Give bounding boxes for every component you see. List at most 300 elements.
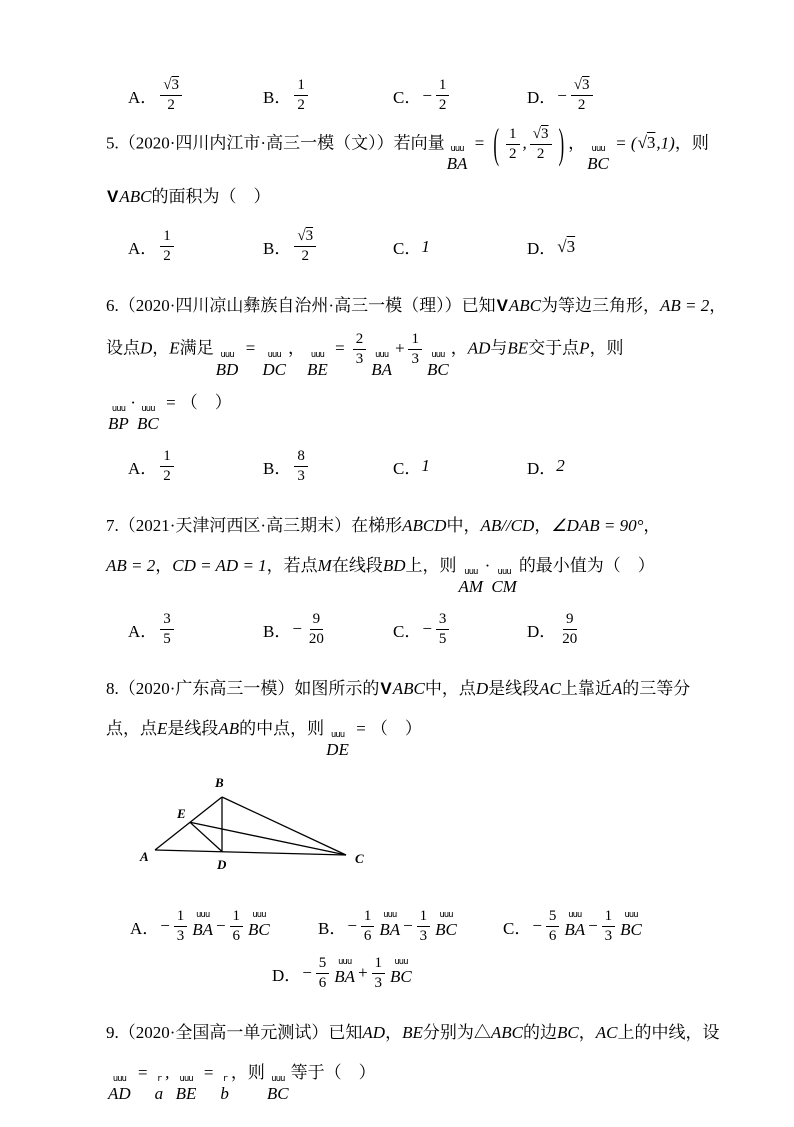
fraction-denominator: 2 [301, 248, 309, 265]
vector-base: BA [334, 967, 356, 987]
question-4-options-row [106, 76, 706, 115]
fraction-denominator: 20 [308, 630, 324, 647]
math-t: ， [578, 1022, 596, 1042]
radical-sign: √ [532, 126, 541, 142]
question-8-line-1 [106, 673, 706, 705]
math-t: A． [128, 239, 158, 259]
math-i: − [159, 916, 171, 936]
fraction-denominator: 5 [438, 630, 447, 647]
segment-BC [222, 797, 346, 855]
question-5-options-row [106, 227, 706, 266]
math-i: D [475, 678, 489, 698]
vector-arrow-icon: uuu [220, 349, 234, 360]
math-vec [306, 349, 328, 379]
math-i: ABC [490, 1022, 523, 1042]
math-t: 是线段 [488, 678, 540, 698]
math-t: C． [393, 458, 422, 478]
option-a [128, 610, 263, 649]
vector-base: AM [458, 576, 484, 596]
math-t: D． [527, 88, 557, 107]
math-t: 的边 [522, 1022, 557, 1042]
math-t: （ ） [370, 718, 422, 738]
math-i: − [215, 916, 227, 936]
math-t: 9.（2020·全国高一单元测试）已知 [106, 1022, 363, 1042]
question-6-line-1 [106, 290, 727, 322]
vector-base: BC [587, 154, 609, 174]
math-t: D． [527, 239, 557, 259]
math-vec [379, 910, 401, 940]
math-frac [372, 954, 386, 993]
math-i: − [301, 963, 313, 983]
math-i: 2 [556, 456, 565, 476]
radical-sign: √ [557, 236, 567, 256]
math-t: 6.（2020·四川凉山彝族自治州·高三一模（理））已知 [106, 296, 496, 316]
vector-base: b [220, 1083, 229, 1103]
vector-base: BD [215, 359, 239, 379]
fraction-denominator: 3 [355, 351, 364, 368]
math-i: BC [556, 1022, 579, 1042]
math-t: 中， [446, 515, 481, 535]
math-vec [371, 349, 392, 379]
math-i: = [329, 338, 350, 358]
fraction-denominator: 6 [548, 927, 557, 944]
fraction-denominator: 2 [438, 97, 447, 113]
vector-arrow-icon: uuu [196, 910, 210, 921]
question-8-line-2 [106, 713, 706, 759]
math-t: D． [527, 621, 557, 641]
math-i: − [346, 916, 358, 936]
math-i: AD [362, 1022, 386, 1042]
radicand: 3 [305, 228, 314, 245]
question-7-options-row [106, 610, 706, 649]
question-5-line-1 [106, 119, 709, 174]
fraction-denominator: 2 [536, 146, 545, 162]
math-vec [108, 1073, 131, 1103]
math-t: ， [287, 338, 305, 358]
math-frac [174, 907, 188, 946]
question-8-options-row-2 [272, 954, 706, 993]
math-vec [175, 1073, 197, 1103]
vector-base: BC [248, 920, 270, 940]
math-t: ，若点 [266, 555, 318, 575]
math-t: 上的中线，设 [617, 1022, 720, 1042]
fraction-numerator: 1 [160, 227, 174, 247]
vertex-label-e: E [177, 805, 186, 821]
math-vec [435, 910, 457, 940]
option-a [130, 907, 318, 946]
segment-EC [190, 822, 346, 855]
math-i: ABC [508, 296, 542, 316]
math-sqrt [638, 133, 656, 152]
radical-sign: √ [637, 133, 647, 153]
vector-arrow-icon: r [156, 1073, 162, 1084]
vector-base: BE [306, 359, 328, 379]
math-i: CD = AD = 1 [172, 555, 267, 575]
math-i: AC [539, 678, 561, 698]
math-t: 设点 [106, 338, 140, 358]
math-frac [436, 76, 450, 115]
option-d [527, 76, 706, 115]
math-i: A [611, 678, 623, 698]
question-6-line-2 [106, 330, 706, 378]
math-vec [154, 1073, 164, 1103]
math-t: C． [393, 239, 422, 259]
math-vec [326, 729, 349, 759]
math-i: = [198, 1062, 219, 1082]
fraction-denominator: 6 [363, 927, 372, 944]
segment-AC [155, 850, 346, 855]
fraction-numerator: 1 [436, 76, 450, 96]
fraction-numerator: 1 [230, 907, 244, 927]
question-8 [106, 673, 706, 993]
math-i: ( [630, 133, 637, 153]
fraction-denominator: 6 [318, 974, 327, 991]
math-i: + [394, 338, 406, 358]
fraction-denominator: 3 [411, 351, 419, 368]
vector-base: CM [491, 576, 517, 596]
fraction-numerator: 1 [160, 447, 174, 467]
question-7-line-2 [106, 550, 706, 596]
option-b [263, 227, 393, 266]
triangle-figure [130, 771, 706, 891]
math-vec [446, 144, 468, 174]
question-6-line-3 [106, 387, 706, 433]
vector-arrow-icon: uuu [310, 349, 324, 360]
math-t: B． [263, 239, 292, 259]
math-t: ，则 [589, 338, 624, 358]
math-i: ABCD [402, 515, 447, 535]
math-frac [160, 447, 174, 486]
math-t: B． [263, 88, 292, 107]
math-t: 交于点 [528, 338, 580, 358]
math-vec [491, 566, 517, 596]
math-i: AB = 2 [106, 555, 156, 575]
vector-base: BC [137, 413, 159, 433]
math-frac [294, 447, 308, 486]
math-vec [458, 566, 484, 596]
math-frac [160, 610, 174, 649]
math-vec [220, 1073, 229, 1103]
fraction-denominator: 5 [163, 630, 171, 647]
vector-arrow-icon: uuu [111, 403, 126, 414]
math-frac [408, 330, 422, 369]
vector-arrow-icon: uuu [374, 349, 389, 360]
math-vec [266, 1073, 289, 1103]
math-t: （ ） [180, 392, 232, 412]
math-t: A． [128, 621, 158, 641]
question-5 [106, 119, 709, 266]
math-frac [417, 907, 431, 946]
radicand: 3 [566, 236, 576, 256]
fraction-denominator: 2 [297, 97, 305, 113]
vector-arrow-icon: uuu [141, 403, 155, 414]
option-d [272, 954, 414, 993]
option-a [128, 227, 263, 266]
fraction-numerator [294, 227, 316, 247]
vector-arrow-icon: uuu [179, 1073, 193, 1084]
math-i: · [485, 555, 490, 575]
math-vec [587, 144, 609, 174]
math-t: 点，点 [106, 718, 157, 738]
math-frac [316, 954, 330, 993]
math-t: ， [450, 338, 468, 358]
vector-arrow-icon: uuu [394, 957, 408, 968]
math-i: = [350, 718, 371, 738]
math-i: AD [467, 338, 491, 358]
vector-arrow-icon: uuu [338, 957, 352, 968]
math-t: ， [534, 515, 552, 535]
math-t: B． [263, 621, 292, 641]
math-i: M [317, 555, 332, 575]
math-frac [294, 76, 308, 115]
math-i: E [157, 718, 168, 738]
radicand: 3 [541, 126, 549, 142]
math-bigp: ( [493, 119, 500, 167]
option-b [318, 907, 503, 946]
math-t: 的中点，则 [239, 718, 325, 738]
math-frac [436, 610, 450, 649]
document-content [106, 62, 727, 1127]
math-t: 的面积为（ ） [151, 187, 271, 207]
vector-base: BA [371, 359, 392, 379]
math-i: + [357, 963, 369, 983]
math-t: 为等边三角形， [541, 296, 661, 316]
math-i: , [165, 1062, 174, 1082]
math-i: AC [595, 1022, 618, 1042]
math-t: ， [155, 555, 173, 575]
math-i: − [587, 916, 599, 936]
math-vec [192, 910, 214, 940]
math-frac [506, 125, 520, 164]
math-t: 与 [490, 338, 508, 358]
triangle-diagram [130, 771, 390, 886]
math-frac [530, 125, 552, 164]
vertex-label-d: D [217, 856, 227, 872]
radical-sign: √ [573, 77, 582, 93]
vector-arrow-icon: uuu [383, 910, 397, 921]
vector-base: DC [262, 359, 286, 379]
math-t: C． [393, 621, 422, 641]
question-7 [106, 510, 706, 649]
vector-arrow-icon: uuu [112, 1073, 126, 1084]
math-vec [108, 403, 129, 433]
option-c [393, 76, 527, 115]
math-t: ， [385, 1022, 403, 1042]
math-b: V [107, 187, 119, 207]
fraction-numerator: 1 [506, 125, 520, 145]
fraction-denominator: 3 [604, 927, 613, 944]
math-frac [559, 610, 580, 649]
fraction-numerator: 1 [372, 954, 386, 974]
math-vec [426, 349, 449, 379]
math-i: BE [402, 1022, 423, 1042]
math-vec [334, 957, 356, 987]
math-t: 8.（2020·广东高三一模）如图所示的 [106, 678, 380, 698]
option-d [527, 234, 706, 259]
math-i: BE [507, 338, 529, 358]
math-i: ABC [119, 187, 152, 207]
math-frac [160, 227, 174, 266]
vector-base: DE [326, 739, 349, 759]
math-i: AB//CD [480, 515, 535, 535]
fraction-denominator: 2 [577, 97, 586, 113]
math-i: 1 [421, 456, 430, 476]
math-frac [294, 227, 316, 266]
question-6-options-row [106, 447, 706, 486]
fraction-numerator [160, 76, 182, 96]
math-i: − [402, 916, 414, 936]
math-t: 是线段 [167, 718, 219, 738]
radical-sign: √ [163, 77, 172, 93]
fraction-numerator: 3 [160, 610, 174, 630]
vector-base: BC [266, 1083, 289, 1103]
fraction-denominator: 2 [163, 467, 171, 484]
math-i: = [469, 133, 490, 153]
vector-arrow-icon: uuu [252, 910, 266, 921]
fraction-numerator: 9 [563, 610, 577, 630]
fraction-denominator: 3 [297, 467, 305, 484]
question-9 [106, 1017, 720, 1103]
vector-arrow-icon: uuu [624, 910, 638, 921]
option-c [503, 907, 706, 946]
math-t: 满足 [179, 338, 214, 358]
question-9-line-2 [106, 1057, 706, 1103]
vector-arrow-icon: uuu [450, 144, 464, 155]
fraction-numerator: 1 [174, 907, 188, 927]
vector-arrow-icon: uuu [591, 144, 605, 155]
vector-arrow-icon: uuu [464, 566, 478, 577]
fraction-numerator: 1 [408, 330, 422, 350]
radicand: 3 [582, 77, 590, 93]
math-t: A． [128, 458, 158, 478]
fraction-numerator [530, 125, 552, 145]
vertex-label-b: B [215, 774, 224, 790]
math-t: C． [393, 88, 422, 107]
vector-arrow-icon: uuu [431, 349, 445, 360]
vector-base: BC [390, 967, 412, 987]
fraction-numerator: 5 [546, 907, 560, 927]
math-i: AB = 2 [660, 296, 710, 316]
math-i: AB [218, 718, 240, 738]
math-i: ABC [392, 678, 425, 698]
math-i: = [610, 133, 631, 153]
vector-arrow-icon: uuu [330, 729, 345, 740]
option-c [393, 454, 527, 479]
math-t: 上，则 [405, 555, 457, 575]
math-i: = [240, 338, 261, 358]
math-vec [564, 910, 586, 940]
fraction-denominator: 2 [167, 97, 175, 113]
vector-base: BC [426, 359, 449, 379]
question-5-line-2 [106, 181, 706, 213]
vector-arrow-icon: uuu [267, 349, 281, 360]
fraction-denominator: 3 [176, 927, 185, 944]
math-vec [262, 349, 286, 379]
math-frac [571, 76, 593, 115]
vector-arrow-icon: uuu [568, 910, 582, 921]
question-6 [106, 290, 727, 485]
math-frac [602, 907, 616, 946]
fraction-denominator: 20 [562, 630, 578, 647]
vector-base: AD [108, 1083, 131, 1103]
math-i: ∠DAB = 90° [551, 515, 644, 535]
math-t: 7.（2021·天津河西区·高三期末）在梯形 [106, 515, 403, 535]
math-b: V [380, 678, 392, 698]
fraction-numerator: 1 [417, 907, 431, 927]
fraction-numerator: 5 [316, 954, 330, 974]
math-t: ， [568, 133, 586, 153]
math-t: 分别为 [422, 1022, 474, 1042]
radicand: 3 [171, 77, 180, 93]
math-i: − [291, 619, 303, 639]
math-t: C． [503, 918, 532, 938]
math-i: = [132, 1062, 153, 1082]
fraction-numerator: 3 [436, 610, 450, 630]
vertex-label-a: A [140, 848, 149, 864]
math-i: 1 [421, 236, 430, 256]
math-t: ，则 [674, 133, 709, 153]
fraction-denominator: 2 [509, 146, 517, 162]
math-t: A． [128, 88, 158, 107]
fraction-numerator: 1 [361, 907, 375, 927]
math-t: 上靠近 [560, 678, 612, 698]
math-frac [160, 76, 182, 115]
math-i: − [421, 619, 433, 639]
math-frac [230, 907, 244, 946]
math-i: ,1) [656, 133, 675, 153]
vector-base: BC [620, 920, 642, 940]
math-t: 在线段 [331, 555, 383, 575]
vector-arrow-icon: uuu [439, 910, 453, 921]
math-t: ， [152, 338, 170, 358]
segment-ED [190, 822, 222, 851]
math-vec [215, 349, 239, 379]
math-i: − [421, 85, 433, 105]
math-frac [546, 907, 560, 946]
vector-base: BA [379, 920, 401, 940]
math-i: E [169, 338, 180, 358]
math-t: D． [272, 965, 302, 985]
math-b: V [496, 296, 508, 316]
vector-base: BA [192, 920, 214, 940]
fraction-denominator: 6 [232, 927, 241, 944]
math-i: D [140, 338, 153, 358]
math-t: A． [130, 918, 160, 938]
option-b [263, 447, 393, 486]
math-t: 的三等分 [622, 678, 691, 698]
math-t: ，则 [230, 1062, 265, 1082]
math-i: BD [382, 555, 406, 575]
vector-base: BA [446, 154, 468, 174]
math-i: − [531, 916, 543, 936]
math-i: P [579, 338, 590, 358]
math-vec [137, 403, 159, 433]
question-7-line-1 [106, 510, 706, 542]
vector-base: BP [108, 413, 129, 433]
radicand: 3 [646, 133, 656, 153]
vector-base: BA [564, 920, 586, 940]
vector-arrow-icon: uuu [497, 566, 511, 577]
vector-arrow-icon: uuu [271, 1073, 285, 1084]
math-t: 的最小值为（ ） [518, 555, 655, 575]
math-t: 5.（2020·四川内江市·高三一模（文））若向量 [106, 133, 445, 153]
math-i: − [556, 85, 568, 105]
vector-arrow-icon: r [222, 1073, 227, 1084]
fraction-numerator: 8 [294, 447, 308, 467]
option-c [393, 234, 527, 259]
vector-base: a [154, 1083, 164, 1103]
option-d [527, 610, 706, 649]
